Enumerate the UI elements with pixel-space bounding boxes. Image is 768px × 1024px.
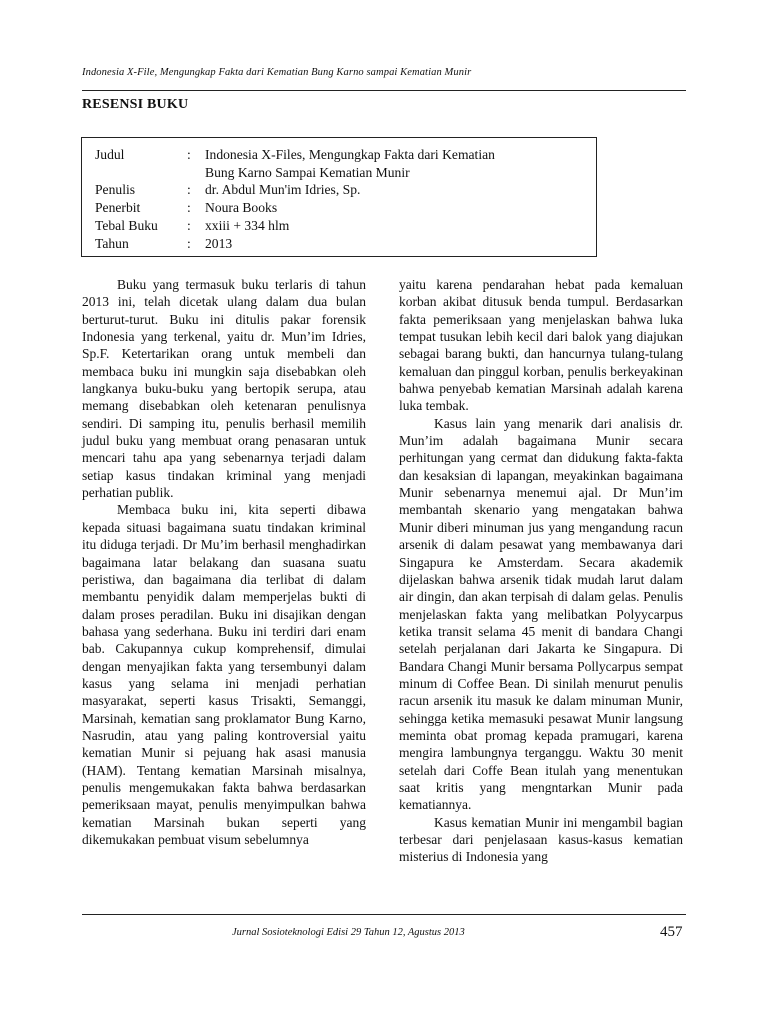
page-number: 457	[660, 924, 683, 940]
running-header-title: Indonesia X-File, Mengungkap Fakta dari Kematian Bung Karno sampai Kematian Munir	[82, 67, 472, 78]
book-info-box	[81, 137, 597, 257]
body-paragraph: Membaca buku ini, kita seperti dibawa kepada situasi bagaimana suatu tindakan kriminal itu diduga terjadi. Dr Mu’im berhasil menghadirkan bagaimana latar belakang dan suasana suatu peristiwa, dan bagaimana dia terlibat di dalam membantu penyidik dalam memperjelas bukti di dalam proses peradilan. Buku ini disajikan dengan bahasa yang sederhana. Buku ini terdiri dari enam bab. Cakupannya cukup komprehensif, dimulai dengan menyajikan fakta yang tersembunyi dalam kasus yang selama ini menjadi perhatian masyarakat, seperti kasus Trisakti, Semanggi, Marsinah, kematian sang proklamator Bung Karno, Nasrudin, atau yang paling kontroversial yaitu kematian Munir si pejuang hak asasi manusia (HAM). Tentang kematian Marsinah misalnya, penulis mengemukakan fakta bahwa berdasarkan pemeriksaan mayat, penulis menyimpulkan bahwa kematian Marsinah bukan seperti yang dikemukakan pembuat visum sebelumnya	[82, 502, 366, 847]
body-paragraph: Buku yang termasuk buku terlaris di tahun 2013 ini, telah dicetak ulang dalam dua bulan berturut-turut. Buku ini ditulis pakar forensik Indonesia yang terkenal, yaitu dr. Mun’im Idries, Sp.F. Ketertarikan orang untuk membeli dan membaca buku ini mungkin saja disebabkan oleh langkanya buku-buku yang bertopik serupa, atau memang disebabkan oleh ketenaran penulisnya sendiri. Di samping itu, penulis berhasil memilih judul buku yang membuat orang penasaran untuk mencari tahu apa yang sebenarnya terjadi dalam setiap kasus tindakan kriminal yang menjadi perhatian publik.	[82, 277, 366, 501]
book-info-colon: :	[187, 147, 191, 162]
body-column-right	[399, 276, 683, 866]
book-info-label: Judul	[95, 147, 125, 162]
book-info-label: Penulis	[95, 182, 136, 197]
book-info-value-line: Indonesia X-Files, Mengungkap Fakta dari Kematian	[205, 147, 495, 162]
book-info-value: xxiii + 334 hlm	[205, 218, 290, 233]
book-info-value: Noura Books	[205, 200, 278, 215]
book-info-label: Tahun	[95, 236, 129, 251]
book-info-value: 2013	[205, 236, 233, 251]
book-info-colon: :	[187, 236, 191, 251]
body-paragraph: Kasus kematian Munir ini mengambil bagian terbesar dari penjelasaan kasus-kasus kematian misterius di Indonesia yang	[399, 814, 683, 865]
book-info-value	[205, 146, 585, 181]
footer-rule	[82, 914, 686, 915]
book-info-colon: :	[187, 200, 191, 215]
book-info-value: dr. Abdul Mun'im Idries, Sp.	[205, 182, 361, 197]
book-info-label: Penerbit	[95, 200, 141, 215]
book-info-colon: :	[187, 218, 191, 233]
book-info-label: Tebal Buku	[95, 218, 158, 233]
header-rule	[82, 90, 686, 91]
book-info-colon: :	[187, 182, 191, 197]
body-column-left	[82, 276, 366, 848]
body-paragraph: yaitu karena pendarahan hebat pada kemaluan korban akibat ditusuk benda tumpul. Berdasarkan fakta pemeriksaan yang menjelaskan bahwa luka tempat tusukan lebih kecil dari balok yang diajukan sebagai barang bukti, dan hancurnya tulang-tulang kemaluan dan pinggul korban, penulis berkeyakinan bahwa penyebab kematian Marsinah adalah karena luka tembak.	[399, 277, 683, 414]
book-info-value-line: Bung Karno Sampai Kematian Munir	[205, 164, 410, 180]
section-heading: RESENSI BUKU	[82, 97, 189, 112]
footer-journal-citation: Jurnal Sosioteknologi Edisi 29 Tahun 12, Agustus 2013	[232, 927, 465, 938]
body-paragraph: Kasus lain yang menarik dari analisis dr. Mun’im adalah bagaimana Munir secara perhitungan yang cermat dan didukung fakta-fakta dan kesaksian di lapangan, meyakinkan bagaimana Munir sebenarnya menemui ajal. Dr Mun’im membantah skenario yang mengatakan bahwa Munir diberi minuman jus yang mengandung racun arsenik di dalam pesawat yang membawanya dari Singapura ke Amsterdam. Secara akademik dijelaskan bahwa arsenik tidak mudah larut dalam air dingin, dan akan terpisah di dalam gelas. Penulis menjelaskan fakta yang melibatkan Polyycarpus ketika transit selama 45 menit di bandara Changi setelah perjalanan dari Jakarta ke Singapura. Di Bandara Changi Munir bersama Pollycarpus sempat minum di Coffee Bean. Di sinilah menurut penulis racun arsenik itu masuk ke dalam minuman Munir, sehingga ketika memasuki pesawat Munir langsung meminta obat promag kepada pramugari, karena mengira lambungnya terganggu. Waktu 30 menit setelah dari Coffe Bean itulah yang menentukan saat kritis yang mengntarkan Munir pada kematiannya.	[399, 415, 683, 813]
